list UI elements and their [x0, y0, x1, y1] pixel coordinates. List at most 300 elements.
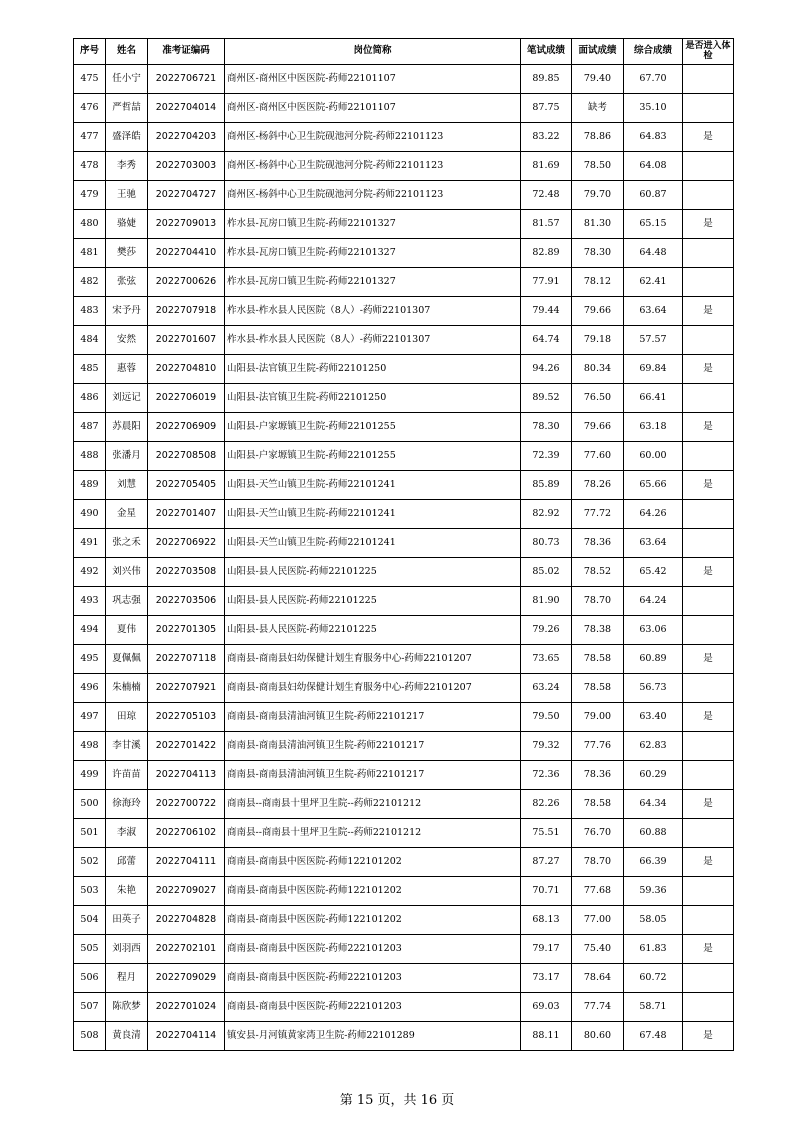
- table-row: [74, 94, 734, 123]
- cell-written-score: 85.02: [521, 558, 572, 587]
- cell-name: 张潘月: [106, 442, 148, 471]
- cell-position: 镇安县-月河镇黄家湾卫生院-药师22101289: [225, 1022, 521, 1051]
- cell-exam-id: 2022702101: [148, 935, 225, 964]
- cell-physical-exam: [683, 65, 734, 94]
- cell-name: 刘远记: [106, 384, 148, 413]
- cell-written-score: 79.32: [521, 732, 572, 761]
- cell-exam-id: 2022709013: [148, 210, 225, 239]
- cell-exam-id: 2022708508: [148, 442, 225, 471]
- cell-interview-score: 77.68: [572, 877, 624, 906]
- cell-name: 刘兴伟: [106, 558, 148, 587]
- cell-written-score: 89.85: [521, 65, 572, 94]
- table-row: [74, 210, 734, 239]
- cell-total-score: 66.41: [624, 384, 683, 413]
- cell-written-score: 87.75: [521, 94, 572, 123]
- cell-exam-id: 2022703003: [148, 152, 225, 181]
- cell-physical-exam: [683, 239, 734, 268]
- cell-position: 山阳县-县人民医院-药师22101225: [225, 616, 521, 645]
- cell-position: 山阳县-天竺山镇卫生院-药师22101241: [225, 529, 521, 558]
- cell-total-score: 64.34: [624, 790, 683, 819]
- cell-physical-exam: [683, 819, 734, 848]
- cell-name: 刘慧: [106, 471, 148, 500]
- cell-written-score: 89.52: [521, 384, 572, 413]
- cell-total-score: 63.64: [624, 529, 683, 558]
- cell-exam-id: 2022704828: [148, 906, 225, 935]
- table-row: [74, 297, 734, 326]
- table-row: [74, 500, 734, 529]
- cell-position: 山阳县-天竺山镇卫生院-药师22101241: [225, 471, 521, 500]
- cell-exam-id: 2022704111: [148, 848, 225, 877]
- cell-total-score: 60.29: [624, 761, 683, 790]
- cell-no: 483: [74, 297, 106, 326]
- cell-total-score: 64.48: [624, 239, 683, 268]
- cell-exam-id: 2022705405: [148, 471, 225, 500]
- table-row: [74, 964, 734, 993]
- cell-interview-score: 79.66: [572, 297, 624, 326]
- table-row: [74, 442, 734, 471]
- cell-written-score: 79.26: [521, 616, 572, 645]
- cell-exam-id: 2022706922: [148, 529, 225, 558]
- cell-physical-exam: [683, 761, 734, 790]
- cell-interview-score: 77.00: [572, 906, 624, 935]
- header-cell-physical-exam: 是否进入体检: [683, 39, 734, 65]
- table-row: [74, 703, 734, 732]
- cell-written-score: 79.50: [521, 703, 572, 732]
- cell-position: 商南县-商南县中医医院-药师122101202: [225, 906, 521, 935]
- cell-no: 493: [74, 587, 106, 616]
- cell-total-score: 63.40: [624, 703, 683, 732]
- cell-no: 490: [74, 500, 106, 529]
- cell-written-score: 79.17: [521, 935, 572, 964]
- cell-position: 商南县--商南县十里坪卫生院--药师22101212: [225, 790, 521, 819]
- cell-written-score: 85.89: [521, 471, 572, 500]
- cell-physical-exam: [683, 993, 734, 1022]
- cell-no: 492: [74, 558, 106, 587]
- cell-written-score: 82.26: [521, 790, 572, 819]
- cell-exam-id: 2022704203: [148, 123, 225, 152]
- cell-no: 496: [74, 674, 106, 703]
- cell-total-score: 67.48: [624, 1022, 683, 1051]
- cell-physical-exam: [683, 326, 734, 355]
- cell-written-score: 68.13: [521, 906, 572, 935]
- table-row: [74, 877, 734, 906]
- cell-total-score: 57.57: [624, 326, 683, 355]
- cell-position: 商南县-商南县中医医院-药师122101202: [225, 877, 521, 906]
- header-cell-position: 岗位简称: [225, 39, 521, 65]
- table-row: [74, 674, 734, 703]
- cell-written-score: 81.57: [521, 210, 572, 239]
- cell-name: 李甘溪: [106, 732, 148, 761]
- cell-name: 安然: [106, 326, 148, 355]
- cell-position: 商南县-商南县中医医院-药师122101202: [225, 848, 521, 877]
- cell-physical-exam: [683, 442, 734, 471]
- cell-written-score: 72.48: [521, 181, 572, 210]
- cell-exam-id: 2022700626: [148, 268, 225, 297]
- cell-name: 张之禾: [106, 529, 148, 558]
- cell-total-score: 60.72: [624, 964, 683, 993]
- cell-total-score: 61.83: [624, 935, 683, 964]
- cell-position: 商南县-商南县中医医院-药师222101203: [225, 935, 521, 964]
- cell-physical-exam: [683, 732, 734, 761]
- cell-total-score: 63.18: [624, 413, 683, 442]
- cell-position: 商州区-杨斜中心卫生院砚池河分院-药师22101123: [225, 181, 521, 210]
- cell-position: 山阳县-县人民医院-药师22101225: [225, 558, 521, 587]
- table-row: [74, 587, 734, 616]
- cell-exam-id: 2022701024: [148, 993, 225, 1022]
- cell-exam-id: 2022706102: [148, 819, 225, 848]
- header-cell-written-score: 笔试成绩: [521, 39, 572, 65]
- cell-written-score: 82.92: [521, 500, 572, 529]
- cell-total-score: 59.36: [624, 877, 683, 906]
- cell-no: 480: [74, 210, 106, 239]
- cell-no: 488: [74, 442, 106, 471]
- cell-exam-id: 2022704410: [148, 239, 225, 268]
- cell-total-score: 60.88: [624, 819, 683, 848]
- cell-no: 497: [74, 703, 106, 732]
- cell-name: 许苗苗: [106, 761, 148, 790]
- cell-exam-id: 2022701407: [148, 500, 225, 529]
- cell-no: 503: [74, 877, 106, 906]
- cell-written-score: 87.27: [521, 848, 572, 877]
- cell-name: 田琼: [106, 703, 148, 732]
- cell-no: 500: [74, 790, 106, 819]
- table-row: [74, 239, 734, 268]
- cell-exam-id: 2022705103: [148, 703, 225, 732]
- cell-physical-exam: [683, 181, 734, 210]
- cell-interview-score: 78.26: [572, 471, 624, 500]
- cell-position: 商南县-商南县中医医院-药师222101203: [225, 964, 521, 993]
- cell-no: 505: [74, 935, 106, 964]
- cell-total-score: 60.89: [624, 645, 683, 674]
- cell-position: 柞水县-柞水县人民医院（8人）-药师22101307: [225, 326, 521, 355]
- table-row: [74, 761, 734, 790]
- cell-physical-exam: [683, 587, 734, 616]
- cell-interview-score: 76.70: [572, 819, 624, 848]
- table-row: [74, 471, 734, 500]
- page-number: 第 15 页，共 16 页: [339, 1093, 455, 1108]
- cell-written-score: 79.44: [521, 297, 572, 326]
- cell-position: 山阳县-县人民医院-药师22101225: [225, 587, 521, 616]
- cell-physical-exam: [683, 906, 734, 935]
- cell-physical-exam: [683, 384, 734, 413]
- cell-interview-score: 78.70: [572, 848, 624, 877]
- cell-exam-id: 2022703506: [148, 587, 225, 616]
- table-row: [74, 645, 734, 674]
- header-cell-total-score: 综合成绩: [624, 39, 683, 65]
- cell-interview-score: 78.12: [572, 268, 624, 297]
- cell-written-score: 72.39: [521, 442, 572, 471]
- cell-physical-exam: [683, 500, 734, 529]
- cell-total-score: 62.83: [624, 732, 683, 761]
- cell-position: 山阳县-户家塬镇卫生院-药师22101255: [225, 413, 521, 442]
- table-row: [74, 152, 734, 181]
- cell-physical-exam: [683, 877, 734, 906]
- cell-total-score: 64.83: [624, 123, 683, 152]
- cell-name: 苏晨阳: [106, 413, 148, 442]
- cell-position: 商州区-杨斜中心卫生院砚池河分院-药师22101123: [225, 123, 521, 152]
- cell-interview-score: 77.76: [572, 732, 624, 761]
- cell-name: 宋予丹: [106, 297, 148, 326]
- cell-physical-exam: [683, 964, 734, 993]
- cell-interview-score: 78.52: [572, 558, 624, 587]
- cell-no: 477: [74, 123, 106, 152]
- cell-position: 山阳县-法官镇卫生院-药师22101250: [225, 384, 521, 413]
- cell-exam-id: 2022707918: [148, 297, 225, 326]
- table-row: [74, 993, 734, 1022]
- cell-no: 494: [74, 616, 106, 645]
- cell-written-score: 75.51: [521, 819, 572, 848]
- cell-physical-exam: [683, 674, 734, 703]
- cell-exam-id: 2022706019: [148, 384, 225, 413]
- cell-name: 黄良清: [106, 1022, 148, 1051]
- cell-name: 金星: [106, 500, 148, 529]
- table-row: [74, 65, 734, 94]
- cell-exam-id: 2022709027: [148, 877, 225, 906]
- cell-no: 501: [74, 819, 106, 848]
- cell-no: 506: [74, 964, 106, 993]
- cell-no: 481: [74, 239, 106, 268]
- cell-interview-score: 80.60: [572, 1022, 624, 1051]
- cell-physical-exam: [683, 529, 734, 558]
- cell-position: 商州区-杨斜中心卫生院砚池河分院-药师22101123: [225, 152, 521, 181]
- cell-interview-score: 81.30: [572, 210, 624, 239]
- cell-physical-exam: [683, 94, 734, 123]
- cell-physical-exam: [683, 152, 734, 181]
- cell-name: 任小宁: [106, 65, 148, 94]
- cell-no: 482: [74, 268, 106, 297]
- cell-position: 商南县-商南县清油河镇卫生院-药师22101217: [225, 732, 521, 761]
- cell-no: 479: [74, 181, 106, 210]
- cell-no: 484: [74, 326, 106, 355]
- table-row: [74, 181, 734, 210]
- cell-no: 498: [74, 732, 106, 761]
- cell-exam-id: 2022707118: [148, 645, 225, 674]
- cell-physical-exam: [683, 616, 734, 645]
- cell-total-score: 63.06: [624, 616, 683, 645]
- cell-interview-score: 79.40: [572, 65, 624, 94]
- cell-written-score: 70.71: [521, 877, 572, 906]
- table-row: [74, 848, 734, 877]
- cell-name: 邱蕾: [106, 848, 148, 877]
- cell-name: 朱艳: [106, 877, 148, 906]
- cell-physical-exam: 是: [683, 790, 734, 819]
- cell-name: 程月: [106, 964, 148, 993]
- cell-position: 商南县-商南县中医医院-药师222101203: [225, 993, 521, 1022]
- cell-name: 王驰: [106, 181, 148, 210]
- cell-written-score: 81.90: [521, 587, 572, 616]
- cell-total-score: 69.84: [624, 355, 683, 384]
- cell-written-score: 82.89: [521, 239, 572, 268]
- cell-total-score: 35.10: [624, 94, 683, 123]
- cell-exam-id: 2022704113: [148, 761, 225, 790]
- cell-written-score: 80.73: [521, 529, 572, 558]
- cell-no: 485: [74, 355, 106, 384]
- cell-physical-exam: 是: [683, 935, 734, 964]
- cell-position: 商南县-商南县清油河镇卫生院-药师22101217: [225, 703, 521, 732]
- cell-total-score: 65.42: [624, 558, 683, 587]
- cell-physical-exam: 是: [683, 1022, 734, 1051]
- cell-total-score: 64.24: [624, 587, 683, 616]
- cell-position: 柞水县-柞水县人民医院（8人）-药师22101307: [225, 297, 521, 326]
- cell-written-score: 78.30: [521, 413, 572, 442]
- cell-total-score: 65.15: [624, 210, 683, 239]
- cell-interview-score: 80.34: [572, 355, 624, 384]
- header-cell-exam-id: 准考证编码: [148, 39, 225, 65]
- cell-interview-score: 78.50: [572, 152, 624, 181]
- cell-position: 柞水县-瓦房口镇卫生院-药师22101327: [225, 268, 521, 297]
- cell-total-score: 67.70: [624, 65, 683, 94]
- cell-exam-id: 2022706721: [148, 65, 225, 94]
- cell-interview-score: 78.38: [572, 616, 624, 645]
- cell-no: 499: [74, 761, 106, 790]
- cell-interview-score: 79.70: [572, 181, 624, 210]
- cell-name: 骆婕: [106, 210, 148, 239]
- cell-no: 476: [74, 94, 106, 123]
- table-header-row: [74, 39, 734, 65]
- cell-name: 张弦: [106, 268, 148, 297]
- cell-physical-exam: 是: [683, 558, 734, 587]
- cell-written-score: 73.65: [521, 645, 572, 674]
- cell-written-score: 83.22: [521, 123, 572, 152]
- table-row: [74, 935, 734, 964]
- cell-written-score: 63.24: [521, 674, 572, 703]
- cell-position: 商南县-商南县清油河镇卫生院-药师22101217: [225, 761, 521, 790]
- cell-name: 夏佩佩: [106, 645, 148, 674]
- table-row: [74, 529, 734, 558]
- table-row: [74, 906, 734, 935]
- cell-no: 508: [74, 1022, 106, 1051]
- cell-no: 507: [74, 993, 106, 1022]
- cell-exam-id: 2022701422: [148, 732, 225, 761]
- cell-interview-score: 78.86: [572, 123, 624, 152]
- cell-written-score: 64.74: [521, 326, 572, 355]
- cell-exam-id: 2022700722: [148, 790, 225, 819]
- cell-name: 巩志强: [106, 587, 148, 616]
- cell-interview-score: 78.58: [572, 645, 624, 674]
- cell-total-score: 66.39: [624, 848, 683, 877]
- cell-total-score: 56.73: [624, 674, 683, 703]
- table-row: [74, 123, 734, 152]
- cell-written-score: 72.36: [521, 761, 572, 790]
- cell-name: 徐海玲: [106, 790, 148, 819]
- cell-total-score: 58.71: [624, 993, 683, 1022]
- cell-interview-score: 77.72: [572, 500, 624, 529]
- cell-exam-id: 2022707921: [148, 674, 225, 703]
- cell-written-score: 94.26: [521, 355, 572, 384]
- table-row: [74, 819, 734, 848]
- cell-physical-exam: 是: [683, 703, 734, 732]
- cell-exam-id: 2022701607: [148, 326, 225, 355]
- cell-exam-id: 2022701305: [148, 616, 225, 645]
- cell-physical-exam: 是: [683, 355, 734, 384]
- cell-name: 陈欣梦: [106, 993, 148, 1022]
- cell-exam-id: 2022703508: [148, 558, 225, 587]
- cell-interview-score: 78.30: [572, 239, 624, 268]
- cell-written-score: 77.91: [521, 268, 572, 297]
- cell-total-score: 62.41: [624, 268, 683, 297]
- cell-position: 柞水县-瓦房口镇卫生院-药师22101327: [225, 210, 521, 239]
- cell-total-score: 58.05: [624, 906, 683, 935]
- cell-physical-exam: 是: [683, 471, 734, 500]
- cell-total-score: 60.87: [624, 181, 683, 210]
- cell-total-score: 64.08: [624, 152, 683, 181]
- cell-physical-exam: [683, 268, 734, 297]
- cell-interview-score: 78.36: [572, 529, 624, 558]
- cell-name: 夏伟: [106, 616, 148, 645]
- cell-no: 502: [74, 848, 106, 877]
- cell-physical-exam: 是: [683, 123, 734, 152]
- cell-position: 山阳县-天竺山镇卫生院-药师22101241: [225, 500, 521, 529]
- cell-interview-score: 78.64: [572, 964, 624, 993]
- cell-no: 478: [74, 152, 106, 181]
- cell-interview-score: 77.60: [572, 442, 624, 471]
- cell-name: 惠蓉: [106, 355, 148, 384]
- cell-written-score: 73.17: [521, 964, 572, 993]
- cell-written-score: 88.11: [521, 1022, 572, 1051]
- cell-physical-exam: 是: [683, 210, 734, 239]
- cell-interview-score: 77.74: [572, 993, 624, 1022]
- cell-position: 柞水县-瓦房口镇卫生院-药师22101327: [225, 239, 521, 268]
- table-row: [74, 558, 734, 587]
- table-row: [74, 1022, 734, 1051]
- table-row: [74, 616, 734, 645]
- cell-interview-score: 78.36: [572, 761, 624, 790]
- cell-interview-score: 76.50: [572, 384, 624, 413]
- cell-name: 田英子: [106, 906, 148, 935]
- cell-interview-score: 78.70: [572, 587, 624, 616]
- cell-exam-id: 2022706909: [148, 413, 225, 442]
- cell-position: 山阳县-户家塬镇卫生院-药师22101255: [225, 442, 521, 471]
- cell-name: 朱楠楠: [106, 674, 148, 703]
- cell-total-score: 65.66: [624, 471, 683, 500]
- cell-physical-exam: 是: [683, 297, 734, 326]
- header-cell-no: 序号: [74, 39, 106, 65]
- cell-position: 山阳县-法官镇卫生院-药师22101250: [225, 355, 521, 384]
- cell-written-score: 81.69: [521, 152, 572, 181]
- table-row: [74, 413, 734, 442]
- cell-position: 商南县-商南县妇幼保健计划生育服务中心-药师22101207: [225, 645, 521, 674]
- cell-name: 刘羽西: [106, 935, 148, 964]
- cell-exam-id: 2022709029: [148, 964, 225, 993]
- cell-position: 商州区-商州区中医医院-药师22101107: [225, 65, 521, 94]
- cell-total-score: 63.64: [624, 297, 683, 326]
- cell-position: 商州区-商州区中医医院-药师22101107: [225, 94, 521, 123]
- cell-exam-id: 2022704114: [148, 1022, 225, 1051]
- table-row: [74, 384, 734, 413]
- cell-physical-exam: 是: [683, 645, 734, 674]
- cell-name: 李淑: [106, 819, 148, 848]
- table-row: [74, 326, 734, 355]
- cell-no: 486: [74, 384, 106, 413]
- table-row: [74, 790, 734, 819]
- cell-no: 475: [74, 65, 106, 94]
- cell-name: 盛泽皓: [106, 123, 148, 152]
- cell-exam-id: 2022704014: [148, 94, 225, 123]
- table-row: [74, 355, 734, 384]
- cell-no: 495: [74, 645, 106, 674]
- cell-interview-score: 缺考: [572, 94, 624, 123]
- cell-interview-score: 78.58: [572, 790, 624, 819]
- cell-name: 李秀: [106, 152, 148, 181]
- cell-written-score: 69.03: [521, 993, 572, 1022]
- cell-name: 樊莎: [106, 239, 148, 268]
- cell-physical-exam: 是: [683, 848, 734, 877]
- cell-interview-score: 75.40: [572, 935, 624, 964]
- cell-exam-id: 2022704727: [148, 181, 225, 210]
- cell-position: 商南县-商南县妇幼保健计划生育服务中心-药师22101207: [225, 674, 521, 703]
- cell-interview-score: 79.18: [572, 326, 624, 355]
- cell-interview-score: 78.58: [572, 674, 624, 703]
